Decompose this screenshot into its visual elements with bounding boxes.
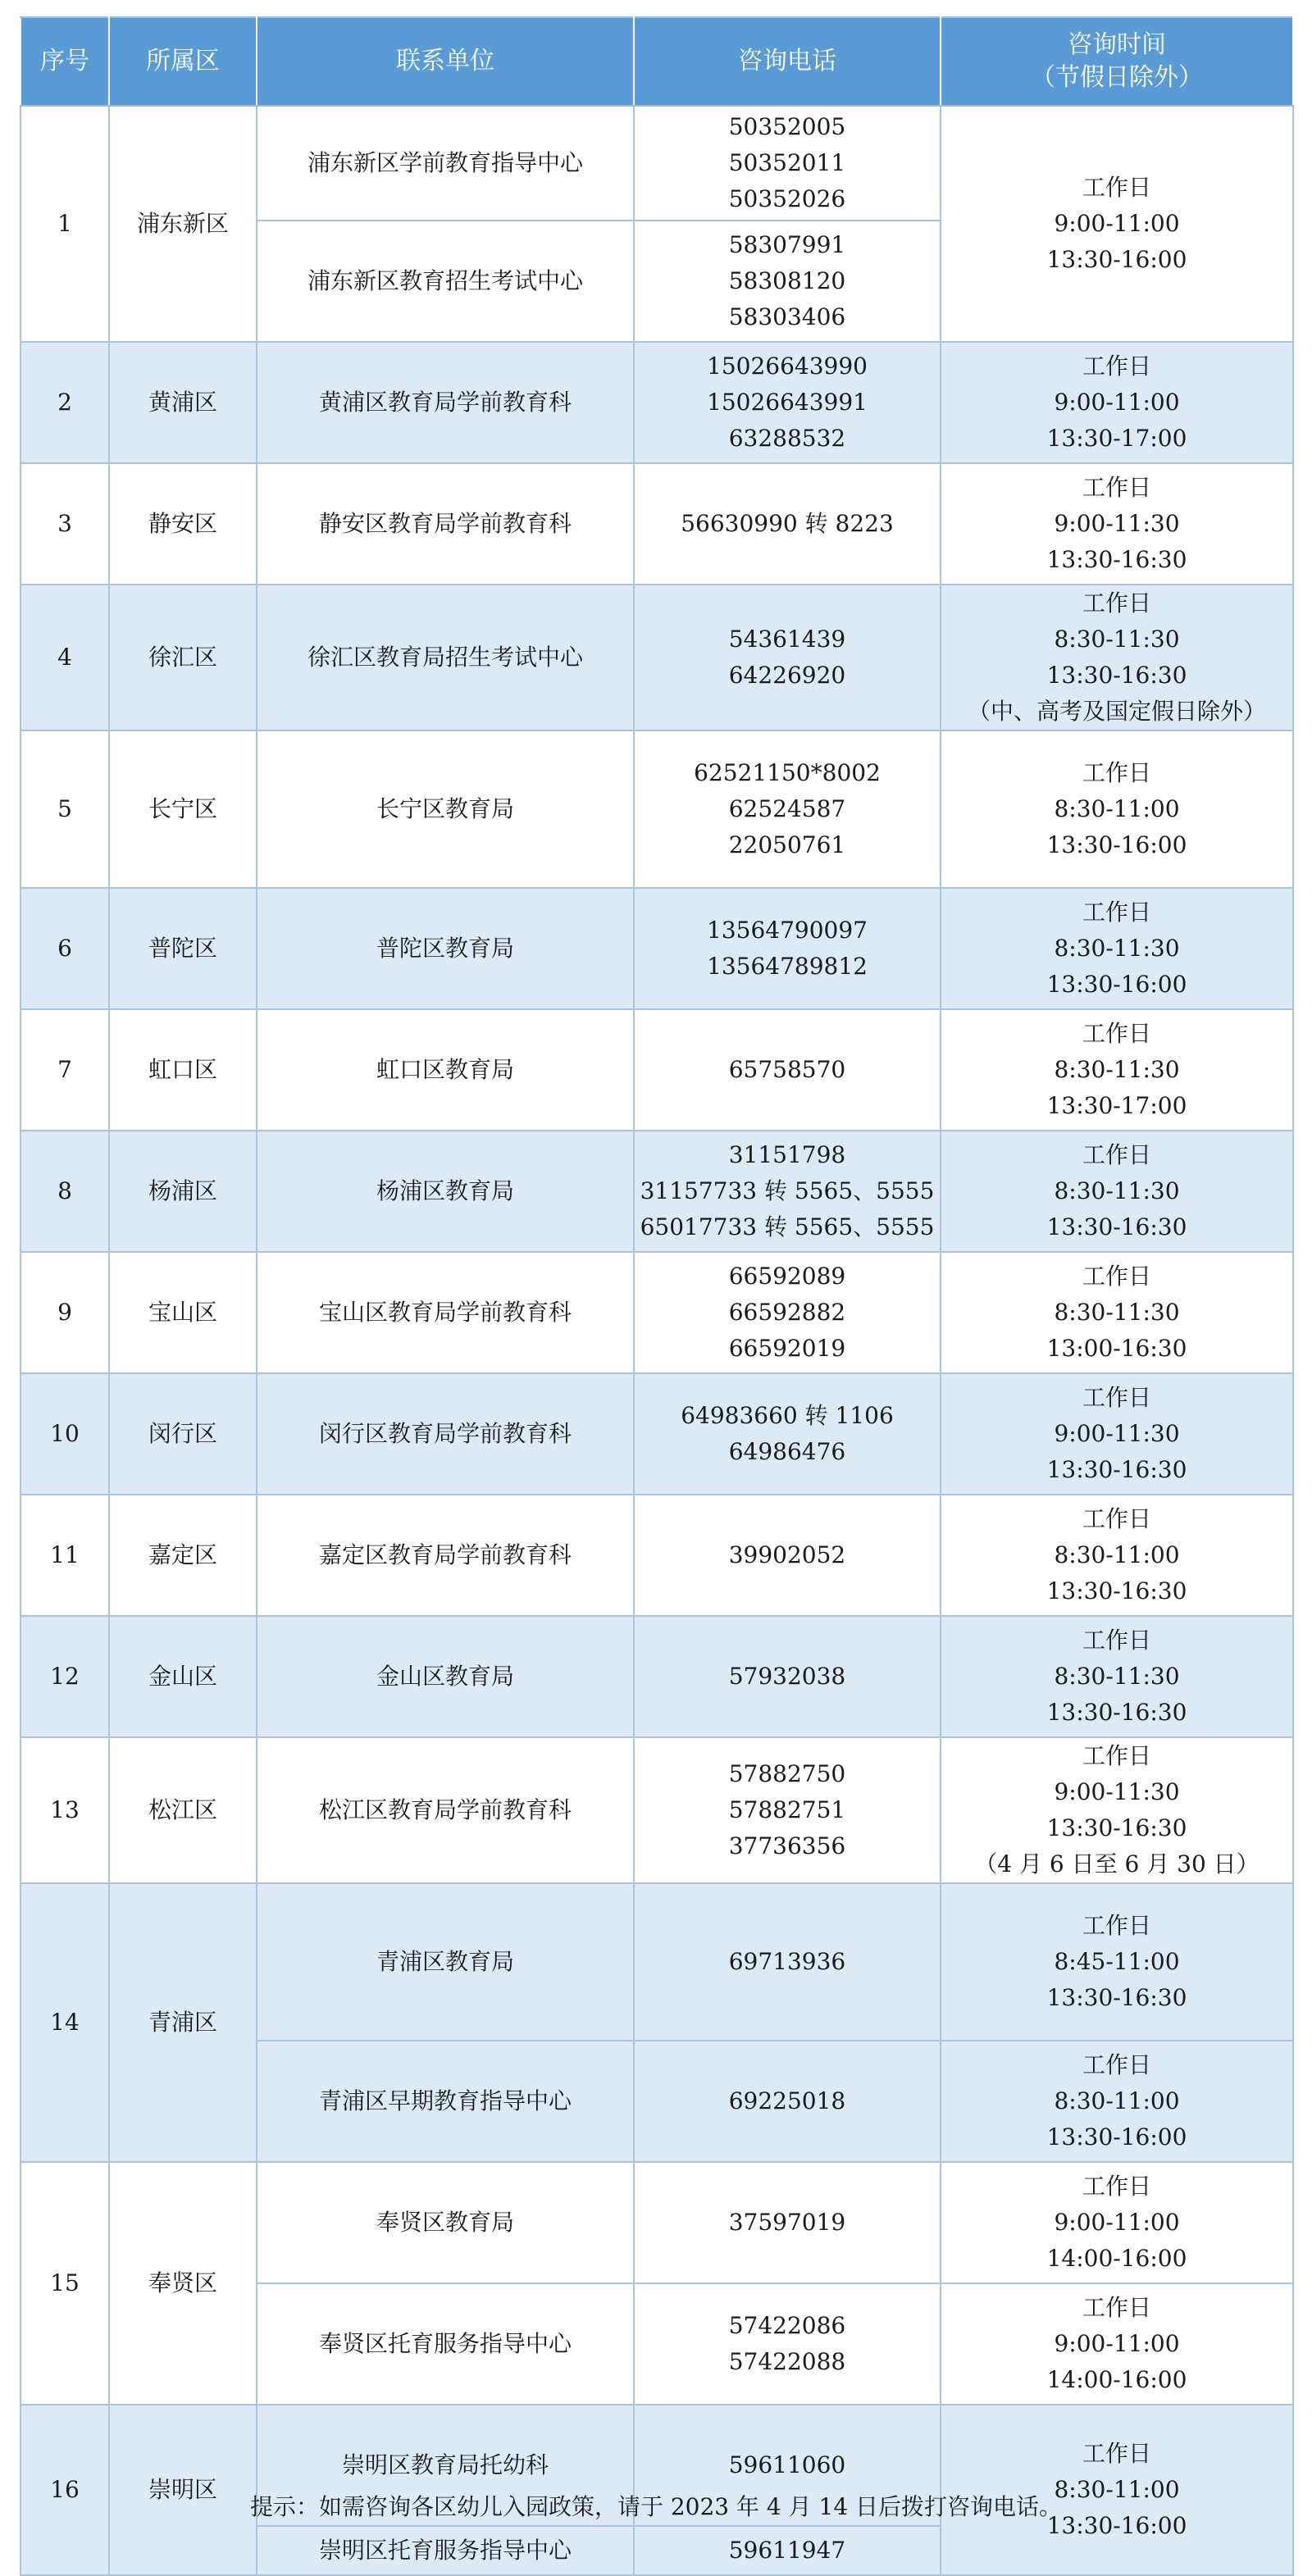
header-district: 所属区 (109, 17, 257, 106)
district-name: 宝山区 (109, 1252, 257, 1373)
table-row (20, 2162, 1293, 2283)
phone-numbers (634, 585, 941, 730)
consult-time-line: 13:30-16:30 (1046, 662, 1187, 689)
district-name: 普陀区 (109, 888, 257, 1009)
contact-unit: 青浦区早期教育指导中心 (257, 2041, 634, 2162)
contact-unit: 崇明区托育服务指导中心 (257, 2526, 634, 2575)
consult-time-line: 工作日 (1082, 2051, 1151, 2078)
row-number: 6 (20, 888, 109, 1009)
phone-number: 65758570 (728, 1056, 846, 1083)
consult-time-line: 13:30-16:00 (1046, 2512, 1187, 2539)
consult-time-line: 8:30-11:00 (1054, 795, 1180, 822)
district-name: 徐汇区 (109, 585, 257, 730)
consult-time-line: 工作日 (1082, 1742, 1151, 1769)
footnote: 提示：如需咨询各区幼儿入园政策，请于 2023 年 4 月 14 日后拨打咨询电话。 (249, 2493, 1063, 2520)
phone-number: 62521150*8002 (694, 759, 881, 786)
consult-time-line: 8:30-11:00 (1054, 2476, 1180, 2503)
consult-time-line: 13:30-16:00 (1046, 2123, 1187, 2150)
row-number: 14 (20, 1883, 109, 2162)
consult-time-line: 13:30-17:00 (1046, 1092, 1187, 1119)
row-number: 16 (20, 2405, 109, 2575)
consult-time-line: 14:00-16:00 (1046, 2366, 1187, 2393)
row-number: 11 (20, 1495, 109, 1616)
contact-unit: 浦东新区教育招生考试中心 (257, 221, 634, 342)
consult-time-line: 9:00-11:00 (1054, 2209, 1180, 2236)
consult-time-line: 9:00-11:30 (1054, 1420, 1180, 1447)
phone-number: 64986476 (728, 1438, 846, 1465)
phone-number: 65017733 转 5565、5555 (640, 1213, 935, 1240)
contact-unit: 徐汇区教育局招生考试中心 (257, 585, 634, 730)
phone-number: 64983660 转 1106 (681, 1402, 894, 1429)
consult-time-line: 8:30-11:30 (1054, 1299, 1180, 1326)
phone-number: 58307991 (728, 231, 846, 258)
phone-number: 57932038 (728, 1663, 846, 1690)
district-name: 青浦区 (109, 1883, 257, 2162)
consult-time-line: 工作日 (1082, 1141, 1151, 1168)
district-name: 松江区 (109, 1737, 257, 1883)
phone-number: 15026643990 (707, 353, 868, 380)
consult-time (941, 342, 1293, 463)
contact-unit: 崇明区教育局托幼科 (257, 2405, 634, 2526)
phone-number: 64226920 (728, 662, 846, 689)
consult-time-line: 工作日 (1082, 174, 1151, 201)
consult-time-line: 工作日 (1082, 1505, 1151, 1532)
contact-unit: 普陀区教育局 (257, 888, 634, 1009)
consult-time-line: 13:30-16:00 (1046, 831, 1187, 858)
table-row (20, 463, 1293, 585)
consult-time-line: 13:30-16:00 (1046, 246, 1187, 273)
header-phone: 咨询电话 (634, 17, 941, 106)
consult-time-line: 13:30-16:30 (1046, 1814, 1187, 1841)
row-number: 3 (20, 463, 109, 585)
consult-time-line: 14:00-16:00 (1046, 2245, 1187, 2272)
phone-number: 58303406 (728, 303, 846, 330)
row-number: 13 (20, 1737, 109, 1883)
consult-time-line: 8:30-11:00 (1054, 1541, 1180, 1568)
district-name: 杨浦区 (109, 1131, 257, 1252)
row-number: 8 (20, 1131, 109, 1252)
phone-numbers (634, 342, 941, 463)
consult-time-line: 8:45-11:00 (1054, 1948, 1180, 1975)
contact-unit: 杨浦区教育局 (257, 1131, 634, 1252)
contact-unit: 虹口区教育局 (257, 1009, 634, 1131)
phone-numbers (634, 1737, 941, 1883)
phone-number: 59611060 (728, 2451, 846, 2478)
phone-numbers (634, 1373, 941, 1495)
contact-unit: 嘉定区教育局学前教育科 (257, 1495, 634, 1616)
consult-time (941, 1009, 1293, 1131)
phone-numbers (634, 1252, 941, 1373)
row-number: 12 (20, 1616, 109, 1737)
header-time-label: 咨询时间 (1068, 30, 1166, 59)
consult-time (941, 2162, 1293, 2283)
phone-number: 37736356 (728, 1832, 846, 1859)
phone-number: 66592882 (728, 1299, 846, 1326)
phone-numbers (634, 1009, 941, 1131)
phone-number: 50352011 (728, 149, 846, 176)
contact-unit: 长宁区教育局 (257, 730, 634, 888)
row-number: 1 (20, 106, 109, 342)
contact-table-sheet (20, 16, 1292, 2576)
district-name: 闵行区 (109, 1373, 257, 1495)
consult-time-line: 9:00-11:30 (1054, 510, 1180, 537)
consult-time (941, 888, 1293, 1009)
consult-time-line: 9:00-11:00 (1054, 210, 1180, 237)
header-no: 序号 (20, 17, 109, 106)
table-row (20, 1616, 1293, 1737)
consult-time (941, 1495, 1293, 1616)
table-row (20, 1883, 1293, 2041)
consult-time-line: 13:30-17:00 (1046, 425, 1187, 452)
consult-time (941, 106, 1293, 342)
phone-number: 57422088 (728, 2348, 846, 2375)
consult-time-line: 13:30-16:30 (1046, 1699, 1187, 1726)
row-number: 9 (20, 1252, 109, 1373)
phone-numbers (634, 730, 941, 888)
consult-time-line: 8:30-11:00 (1054, 2087, 1180, 2114)
contact-unit: 宝山区教育局学前教育科 (257, 1252, 634, 1373)
phone-number: 31151798 (728, 1141, 846, 1168)
table-row (20, 1131, 1293, 1252)
consult-time-line: 8:30-11:30 (1054, 1177, 1180, 1204)
district-name: 虹口区 (109, 1009, 257, 1131)
consult-time-line: （4 月 6 日至 6 月 30 日） (974, 1850, 1260, 1877)
phone-number: 22050761 (728, 831, 846, 858)
consult-time-line: 工作日 (1082, 474, 1151, 501)
consult-time-line: 8:30-11:30 (1054, 1663, 1180, 1690)
consult-time-line: （中、高考及国定假日除外） (967, 698, 1266, 725)
consult-time-line: 13:30-16:30 (1046, 546, 1187, 573)
phone-number: 69225018 (728, 2087, 846, 2114)
consult-time-line: 工作日 (1082, 1020, 1151, 1047)
consult-time-line: 工作日 (1082, 899, 1151, 926)
consult-time-line: 工作日 (1082, 2440, 1151, 2467)
phone-numbers (634, 1495, 941, 1616)
table-body (20, 106, 1293, 2575)
table-row (20, 1495, 1293, 1616)
consult-time-line: 工作日 (1082, 1627, 1151, 1654)
table-row (20, 106, 1293, 221)
consult-time-line: 9:00-11:00 (1054, 389, 1180, 416)
phone-numbers (634, 106, 941, 221)
consult-time (941, 1883, 1293, 2041)
consult-time (941, 1616, 1293, 1737)
consult-time-line: 13:30-16:30 (1046, 1456, 1187, 1483)
consult-time-line: 工作日 (1082, 759, 1151, 786)
contact-unit: 松江区教育局学前教育科 (257, 1737, 634, 1883)
consult-time-line: 工作日 (1082, 2173, 1151, 2200)
table-row (20, 1737, 1293, 1883)
consult-time (941, 1252, 1293, 1373)
consult-time-line: 工作日 (1082, 353, 1151, 380)
phone-numbers (634, 1883, 941, 2041)
contact-table (20, 16, 1294, 2576)
consult-time (941, 1131, 1293, 1252)
phone-number: 57882750 (728, 1760, 846, 1787)
row-number: 15 (20, 2162, 109, 2405)
consult-time (941, 2405, 1293, 2575)
row-number: 4 (20, 585, 109, 730)
contact-unit: 黄浦区教育局学前教育科 (257, 342, 634, 463)
phone-numbers (634, 2526, 941, 2575)
phone-number: 54361439 (728, 626, 846, 653)
consult-time-line: 8:30-11:30 (1054, 1056, 1180, 1083)
phone-number: 39902052 (728, 1541, 846, 1568)
consult-time (941, 1373, 1293, 1495)
consult-time-line: 13:30-16:00 (1046, 971, 1187, 998)
table-row (20, 585, 1293, 730)
consult-time-line: 13:30-16:30 (1046, 1984, 1187, 2011)
district-name: 静安区 (109, 463, 257, 585)
phone-number: 50352005 (728, 113, 846, 140)
table-row (20, 1252, 1293, 1373)
contact-unit: 静安区教育局学前教育科 (257, 463, 634, 585)
phone-numbers (634, 2041, 941, 2162)
consult-time-line: 13:30-16:30 (1046, 1577, 1187, 1604)
phone-number: 66592089 (728, 1263, 846, 1290)
consult-time (941, 463, 1293, 585)
header-row (20, 17, 1293, 106)
consult-time-line: 13:30-16:30 (1046, 1213, 1187, 1240)
phone-numbers (634, 463, 941, 585)
row-number: 10 (20, 1373, 109, 1495)
header-unit: 联系单位 (257, 17, 634, 106)
table-row (20, 1009, 1293, 1131)
consult-time-line: 工作日 (1082, 1912, 1151, 1939)
phone-numbers (634, 888, 941, 1009)
consult-time (941, 585, 1293, 730)
contact-unit: 青浦区教育局 (257, 1883, 634, 2041)
header-time-note: （节假日除外） (1031, 63, 1203, 92)
table-row (20, 342, 1293, 463)
contact-unit: 奉贤区托育服务指导中心 (257, 2283, 634, 2405)
consult-time-line: 8:30-11:30 (1054, 935, 1180, 962)
phone-number: 13564790097 (707, 917, 868, 944)
consult-time-line: 工作日 (1082, 589, 1151, 617)
row-number: 7 (20, 1009, 109, 1131)
phone-number: 57882751 (728, 1796, 846, 1823)
phone-number: 66592019 (728, 1335, 846, 1362)
district-name: 崇明区 (109, 2405, 257, 2575)
district-name: 浦东新区 (109, 106, 257, 342)
phone-numbers (634, 2283, 941, 2405)
table-row (20, 888, 1293, 1009)
phone-number: 50352026 (728, 185, 846, 212)
contact-unit: 金山区教育局 (257, 1616, 634, 1737)
phone-number: 37597019 (728, 2209, 846, 2236)
phone-numbers (634, 221, 941, 342)
table-row (20, 1373, 1293, 1495)
consult-time-line: 13:00-16:30 (1046, 1335, 1187, 1362)
phone-number: 13564789812 (707, 953, 868, 980)
row-number: 2 (20, 342, 109, 463)
consult-time-line: 9:00-11:00 (1054, 2330, 1180, 2357)
phone-number: 63288532 (728, 425, 846, 452)
phone-number: 15026643991 (707, 389, 868, 416)
phone-numbers (634, 1131, 941, 1252)
contact-unit: 奉贤区教育局 (257, 2162, 634, 2283)
consult-time (941, 2283, 1293, 2405)
phone-number: 56630990 转 8223 (681, 510, 894, 537)
district-name: 长宁区 (109, 730, 257, 888)
phone-number: 69713936 (728, 1948, 846, 1975)
consult-time-line: 9:00-11:30 (1054, 1778, 1180, 1805)
phone-number: 57422086 (728, 2312, 846, 2339)
row-number: 5 (20, 730, 109, 888)
district-name: 黄浦区 (109, 342, 257, 463)
district-name: 金山区 (109, 1616, 257, 1737)
header-time (941, 17, 1293, 106)
consult-time-line: 8:30-11:30 (1054, 626, 1180, 653)
consult-time-line: 工作日 (1082, 2294, 1151, 2321)
consult-time (941, 730, 1293, 888)
phone-number: 59611947 (728, 2537, 846, 2564)
consult-time (941, 1737, 1293, 1883)
phone-number: 31157733 转 5565、5555 (640, 1177, 935, 1204)
phone-numbers (634, 1616, 941, 1737)
district-name: 嘉定区 (109, 1495, 257, 1616)
district-name: 奉贤区 (109, 2162, 257, 2405)
phone-number: 62524587 (728, 795, 846, 822)
table-row (20, 730, 1293, 888)
consult-time-line: 工作日 (1082, 1384, 1151, 1411)
contact-unit: 浦东新区学前教育指导中心 (257, 106, 634, 221)
consult-time-line: 工作日 (1082, 1263, 1151, 1290)
contact-unit: 闵行区教育局学前教育科 (257, 1373, 634, 1495)
phone-number: 58308120 (728, 267, 846, 294)
phone-numbers (634, 2162, 941, 2283)
consult-time (941, 2041, 1293, 2162)
